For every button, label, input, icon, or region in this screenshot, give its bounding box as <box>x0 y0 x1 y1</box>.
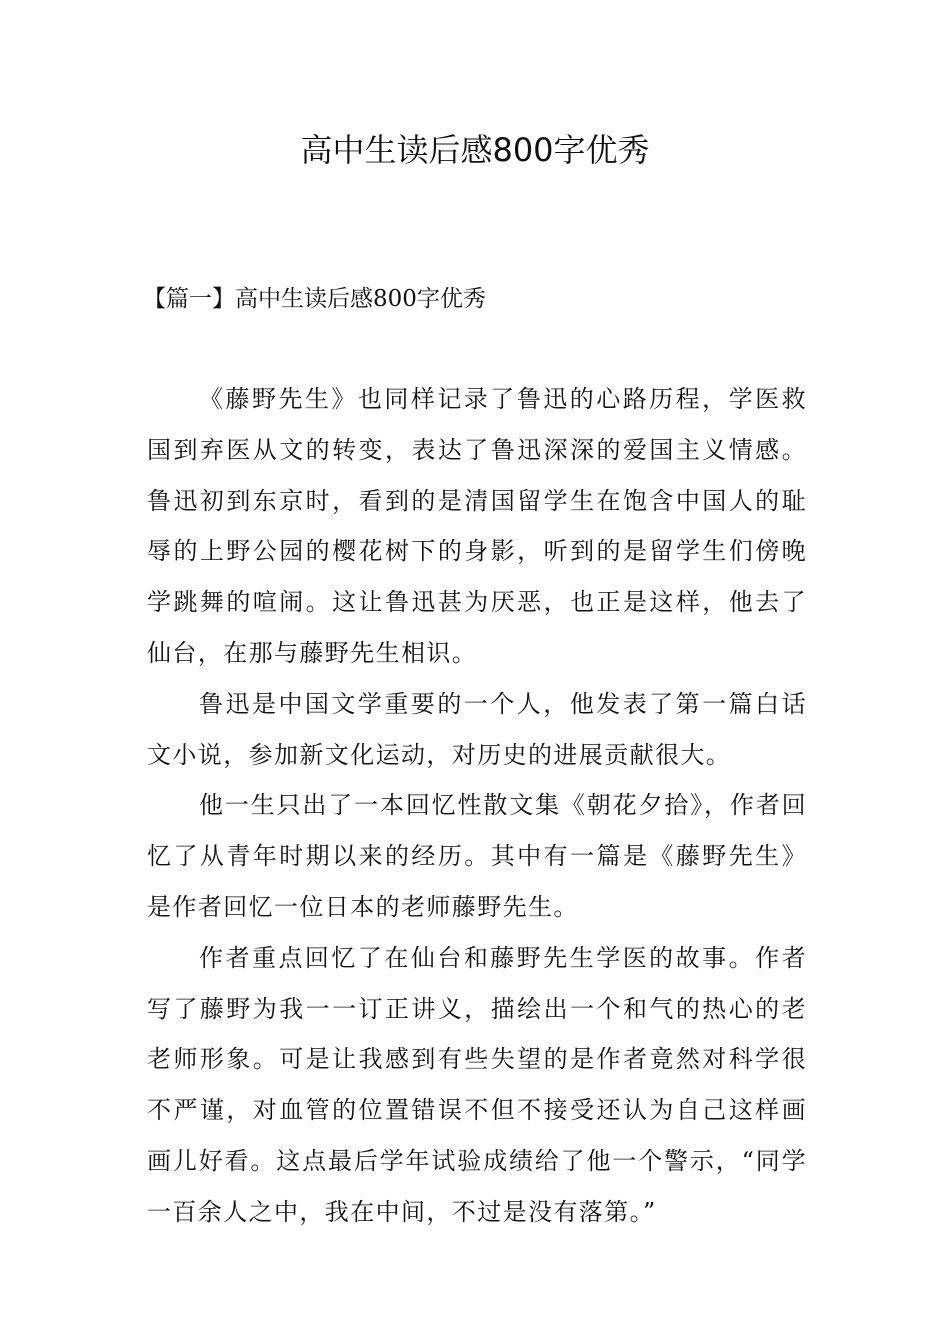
body-text <box>147 374 807 1238</box>
section-heading: 【篇一】高中生读后感800字优秀 <box>143 286 486 312</box>
page-title: 高中生读后感800字优秀 <box>300 131 650 169</box>
paragraph-3: 他一生只出了一本回忆性散文集《朝花夕拾》，作者回忆了从青年时期以来的经历。其中有一篇是《藤野先生》是作者回忆一位日本的老师藤野先生。 <box>147 791 807 921</box>
paragraph-1: 《藤野先生》也同样记录了鲁迅的心路历程，学医救国到弃医从文的转变，表达了鲁迅深深的爱国主义情感。鲁迅初到东京时，看到的是清国留学生在饱含中国人的耻辱的上野公园的樱花树下的身影，听到的是留学生们傍晚学跳舞的喧闹。这让鲁迅甚为厌恶，也正是这样，他去了仙台，在那与藤野先生相识。 <box>147 385 807 667</box>
paragraph-4: 作者重点回忆了在仙台和藤野先生学医的故事。作者写了藤野为我一一订正讲义，描绘出一个和气的热心的老老师形象。可是让我感到有些失望的是作者竟然对科学很不严谨，对血管的位置错误不但不接受还认为自己这样画画儿好看。这点最后学年试验成绩给了他一个警示，“同学一百余人之中，我在中间，不过是没有落第。” <box>147 943 807 1226</box>
paragraph-2: 鲁迅是中国文学重要的一个人，他发表了第一篇白话文小说，参加新文化运动，对历史的进展贡献很大。 <box>147 689 807 769</box>
